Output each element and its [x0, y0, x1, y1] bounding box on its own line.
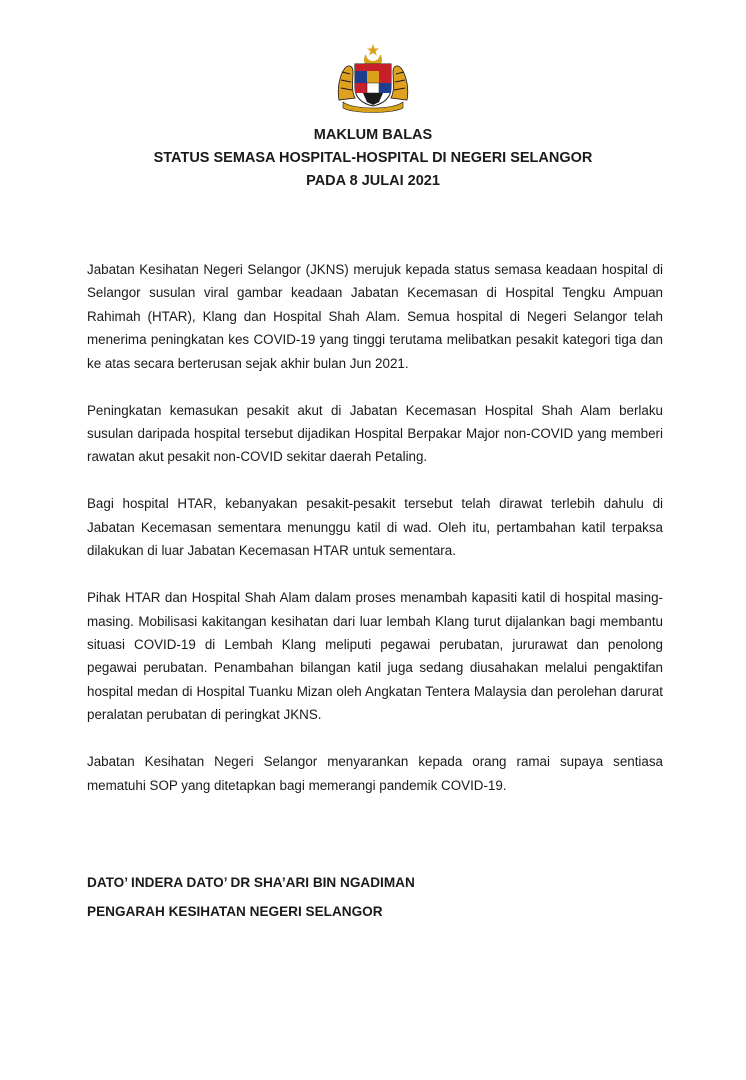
document-heading: [0, 124, 746, 193]
document-body: [87, 258, 663, 821]
signatory-name: DATO’ INDERA DATO’ DR SHA’ARI BIN NGADIMAN: [87, 875, 415, 890]
paragraph: Jabatan Kesihatan Negeri Selangor menyarankan kepada orang ramai supaya sentiasa mematuhi SOP yang ditetapkan bagi memerangi pandemik COVID-19.: [87, 754, 663, 793]
heading-line-1: MAKLUM BALAS: [313, 127, 433, 143]
paragraph: Bagi hospital HTAR, kebanyakan pesakit-pesakit tersebut telah dirawat terlebih dahulu di Jabatan Kecemasan sementara menunggu katil di wad. Oleh itu, pertambahan katil terpaksa dilakukan di luar Jabatan Kecemasan HTAR untuk sementara.: [87, 496, 663, 559]
heading-line-3: PADA 8 JULAI 2021: [306, 173, 440, 189]
paragraph: Jabatan Kesihatan Negeri Selangor (JKNS) merujuk kepada status semasa keadaan hospital di Selangor susulan viral gambar keadaan Jabatan Kecemasan di Hospital Tengku Ampuan Rahimah (HTAR), Klang dan Hospital Shah Alam. Semua hospital di Negeri Selangor telah menerima peningkatan kes COVID-19 yang tinggi terutama melibatkan pesakit kategori tiga dan ke atas secara berterusan sejak akhir bulan Jun 2021.: [87, 262, 663, 371]
signature-block: [87, 868, 415, 926]
coat-of-arms-icon: [333, 42, 413, 114]
paragraph: Pihak HTAR dan Hospital Shah Alam dalam proses menambah kapasiti katil di hospital masing-masing. Mobilisasi kakitangan kesihatan dari luar lembah Klang turut dijalankan bagi membantu situasi COVID-19 di Lembah Klang meliputi pegawai perubatan, jururawat dan penolong pegawai perubatan. Penambahan bilangan katil juga sedang diusahakan melalui pengaktifan hospital medan di Hospital Tuanku Mizan oleh Angkatan Tentera Malaysia dan perolehan darurat peralatan perubatan di peringkat JKNS.: [87, 590, 663, 723]
signatory-title: PENGARAH KESIHATAN NEGERI SELANGOR: [87, 904, 383, 919]
heading-line-2: STATUS SEMASA HOSPITAL-HOSPITAL DI NEGERI SELANGOR: [153, 150, 593, 166]
paragraph: Peningkatan kemasukan pesakit akut di Jabatan Kecemasan Hospital Shah Alam berlaku susulan daripada hospital tersebut dijadikan Hospital Berpakar Major non-COVID yang memberi rawatan akut pesakit non-COVID sekitar daerah Petaling.: [87, 402, 663, 465]
emblem-graphic: [333, 42, 413, 114]
